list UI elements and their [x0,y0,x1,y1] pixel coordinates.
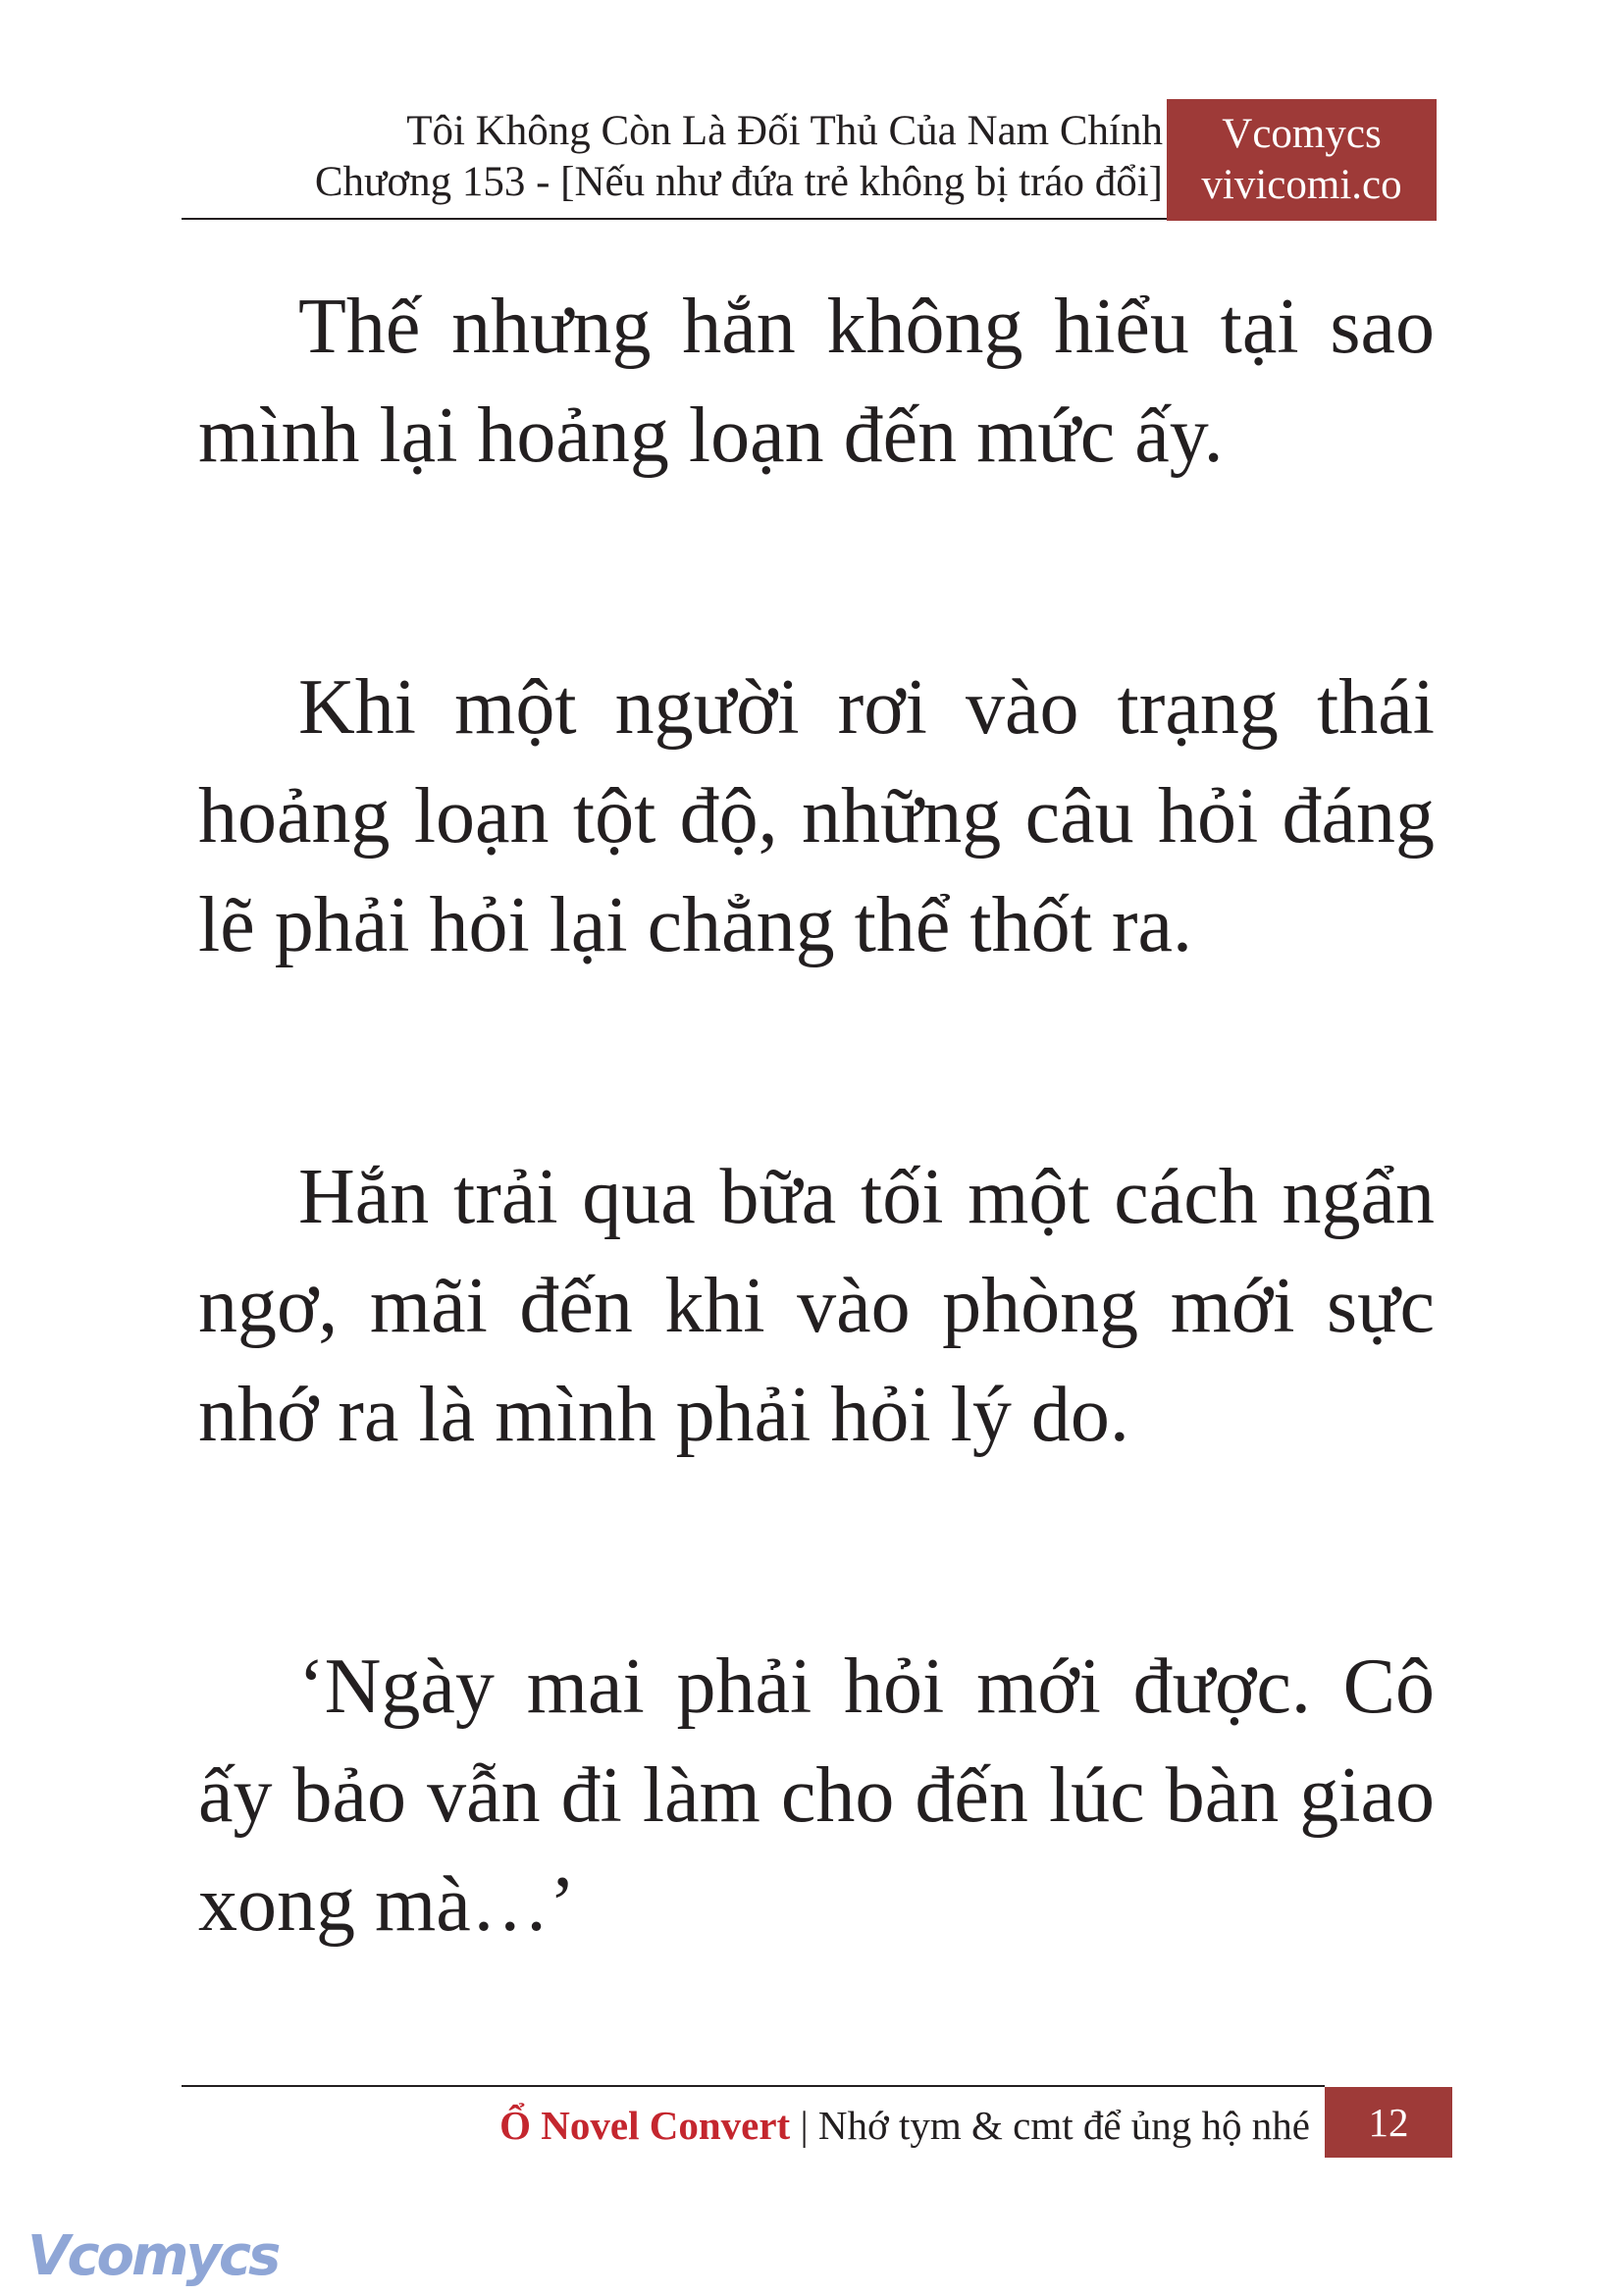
page-header [182,106,1163,208]
brand-name: Vcomycs [1222,111,1382,157]
chapter-body [198,273,1435,2122]
paragraph-1: Thế nhưng hắn không hiểu tại sao mình lại hoảng loạn đến mức ấy. [198,284,1435,479]
footer-tagline: Nhớ tym & cmt để ủng hộ nhé [817,2103,1310,2148]
footer-divider [182,2085,1325,2087]
paragraph-2: Khi một người rơi vào trạng thái hoảng loạn tột độ, những câu hỏi đáng lẽ phải hỏi lại chẳng thể thốt ra. [198,664,1435,968]
book-title: Tôi Không Còn Là Đối Thủ Của Nam Chính [406,108,1163,154]
footer-separator: | [800,2103,809,2148]
paragraph-3: Hắn trải qua bữa tối một cách ngẩn ngơ, mãi đến khi vào phòng mới sực nhớ ra là mình phải hỏi lý do. [198,1154,1435,1458]
watermark-logo: Vcomycs [27,2224,279,2288]
footer-brand: Ổ Novel Convert [499,2103,791,2148]
chapter-title: Chương 153 - [Nếu như đứa trẻ không bị tráo đổi] [314,159,1163,205]
header-divider [182,218,1167,220]
brand-site: vivicomi.co [1201,162,1402,208]
paragraph-4: ‘Ngày mai phải hỏi mới được. Cô ấy bảo vẫn đi làm cho đến lúc bàn giao xong mà…’ [198,1643,1435,1948]
page-footer [231,2096,1310,2155]
brand-box [1167,99,1437,221]
page-number: 12 [1325,2087,1452,2158]
